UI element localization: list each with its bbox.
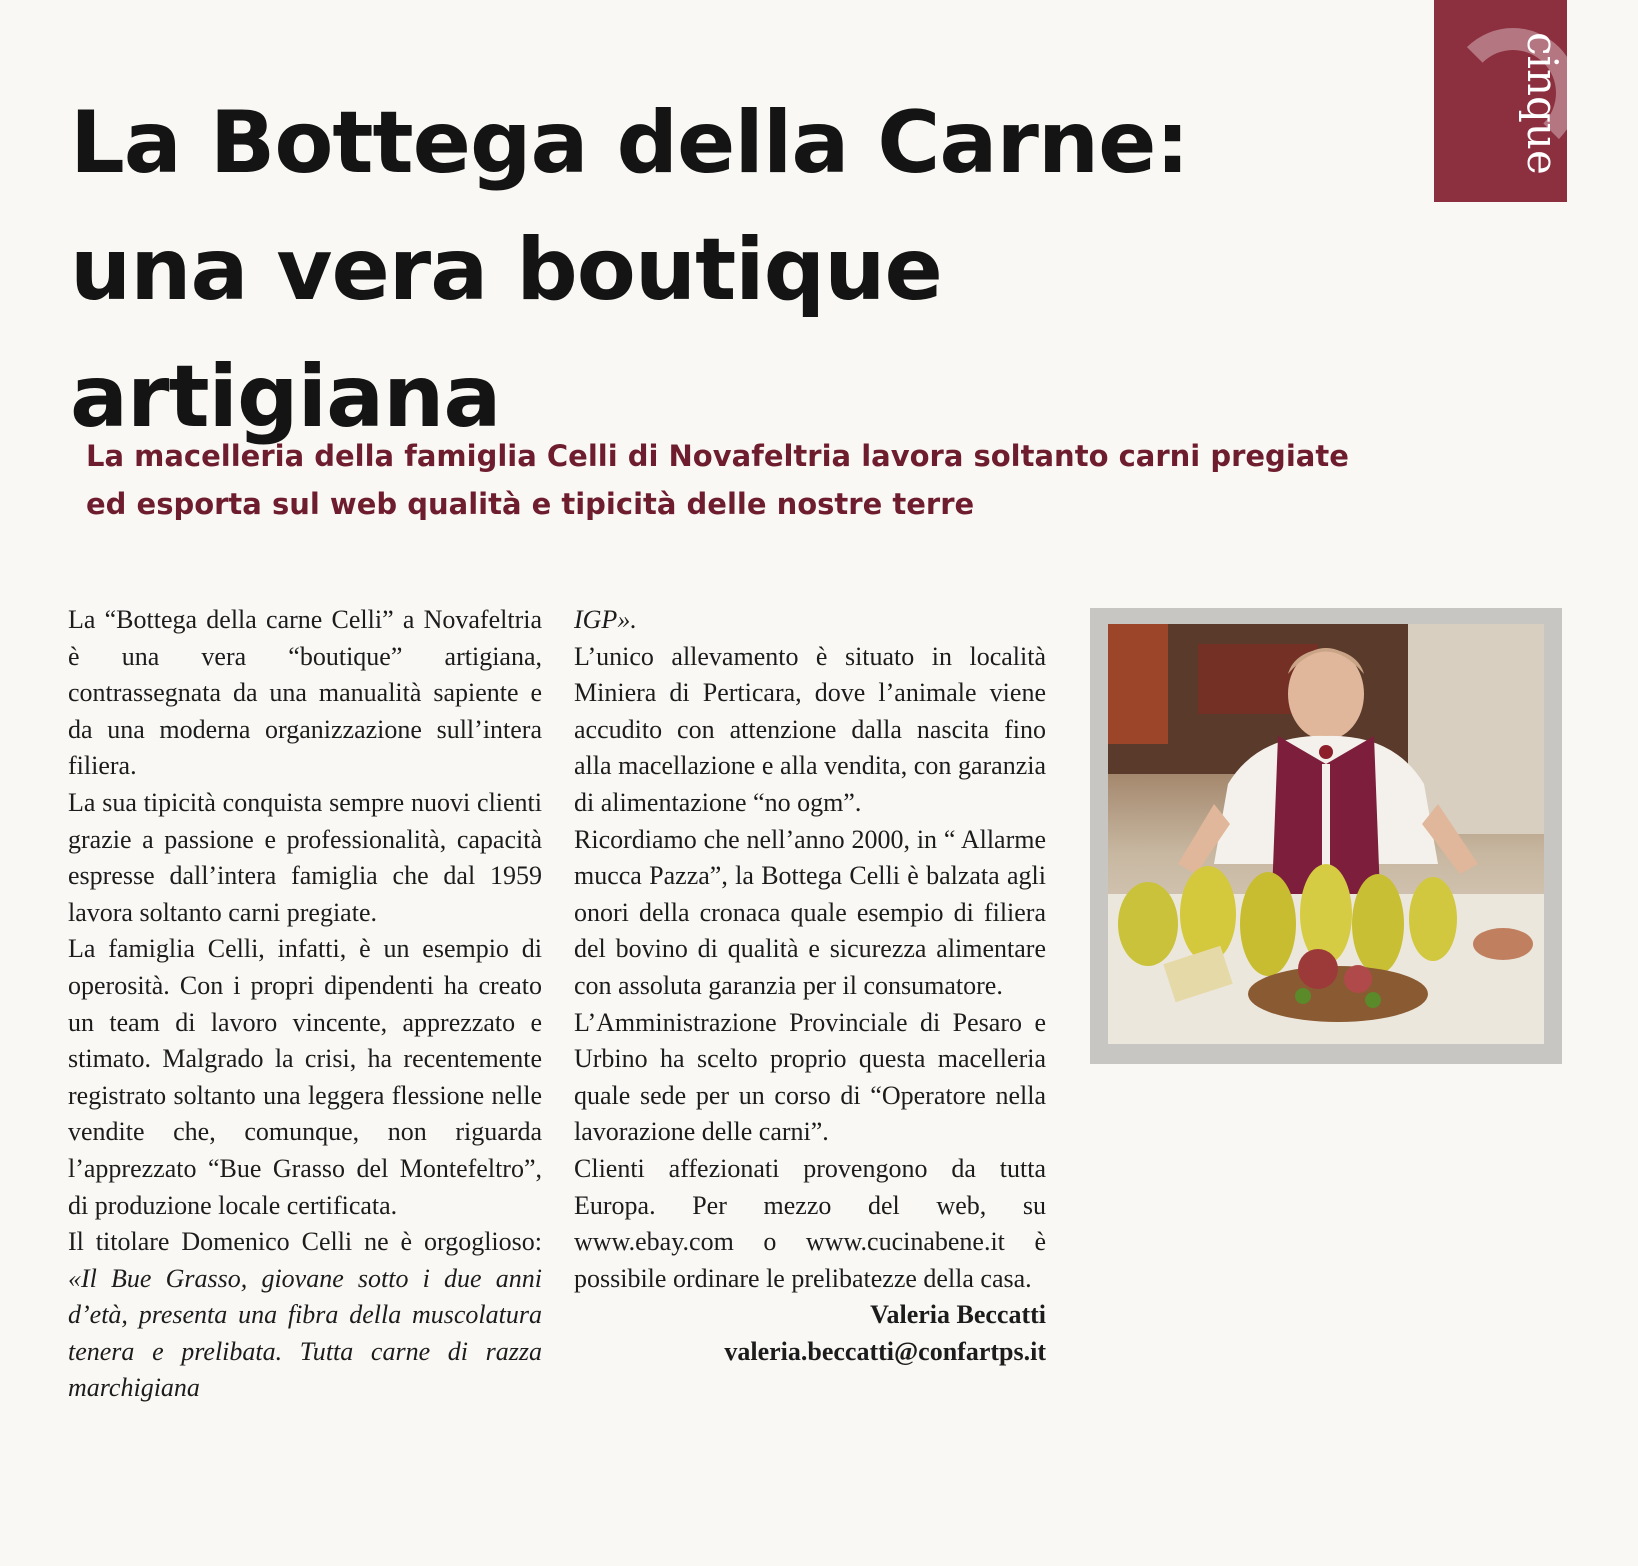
article-column-2 [574,602,1046,1370]
paragraph [68,1224,542,1407]
quote-continuation: IGP». [574,605,637,634]
paragraph: Ricordiamo che nell’anno 2000, in “ Allarme mucca Pazza”, la Bottega Celli è balzata agli onori della cronaca quale esempio di filiera del bovino di qualità e sicurezza alimentare con assoluta garanzia per il consumatore. [574,824,1046,1000]
article-title [70,80,1370,461]
paragraph-intro: Il titolare Domenico Celli ne è orgoglioso: [68,1227,542,1257]
owner-quote: «Il Bue Grasso, giovane sotto i due anni d’età, presenta una fibra della muscolatura tenera e prelibata. Tutta carne di razza marchigiana [68,1263,542,1403]
subtitle-line-2: ed esporta sul web qualità e tipicità delle nostre terre [86,487,975,521]
butcher-photo-illustration [1108,624,1544,1044]
paragraph: La sua tipicità conquista sempre nuovi clienti grazie a passione e professionalità, capacità espresse dall’intera famiglia che dal 1959 lavora soltanto carni pregiate. [68,787,542,927]
paragraph: La famiglia Celli, infatti, è un esempio di operosità. Con i propri dipendenti ha creato un team di lavoro vincente, apprezzato e stimato. Malgrado la crisi, ha recentemente registrato soltanto una leggera flessione nelle vendite che, comunque, non riguarda l’apprezzato “Bue Grasso del Montefeltro”, di produzione locale certificata. [68,934,542,1220]
paragraph: L’unico allevamento è situato in località Miniera di Perticara, dove l’animale viene accudito con attenzione dalla nascita fino alla macellazione e alla vendita, con garanzia di alimentazione “no ogm”. [574,641,1046,817]
title-line-2: una vera boutique artigiana [70,220,942,447]
section-tab [1434,0,1567,202]
photo-frame [1090,608,1562,1064]
author-email: valeria.beccatti@confartps.it [724,1336,1046,1366]
section-tab-label: cinque [1518,32,1567,175]
paragraph: Clienti affezionati provengono da tutta Europa. Per mezzo del web, su www.ebay.com o www.cucinabene.it è possibile ordinare le prelibatezze della casa. [574,1153,1046,1293]
paragraph: La “Bottega della carne Celli” a Novafeltria è una vera “boutique” artigiana, contrassegnata da una manualità sapiente e da una moderna organizzazione sull’intera filiera. [68,605,542,781]
butcher-photo [1108,624,1544,1044]
title-line-1: La Bottega della Carne: [70,93,1189,193]
subtitle-line-1: La macelleria della famiglia Celli di Novafeltria lavora soltanto carni pregiate [86,439,1349,473]
author-name: Valeria Beccatti [870,1300,1046,1330]
article-subtitle [86,432,1406,528]
article-column-1 [68,602,542,1407]
paragraph: L’Amministrazione Provinciale di Pesaro e Urbino ha scelto proprio questa macelleria quale sede per un corso di “Operatore nella lavorazione delle carni”. [574,1007,1046,1147]
